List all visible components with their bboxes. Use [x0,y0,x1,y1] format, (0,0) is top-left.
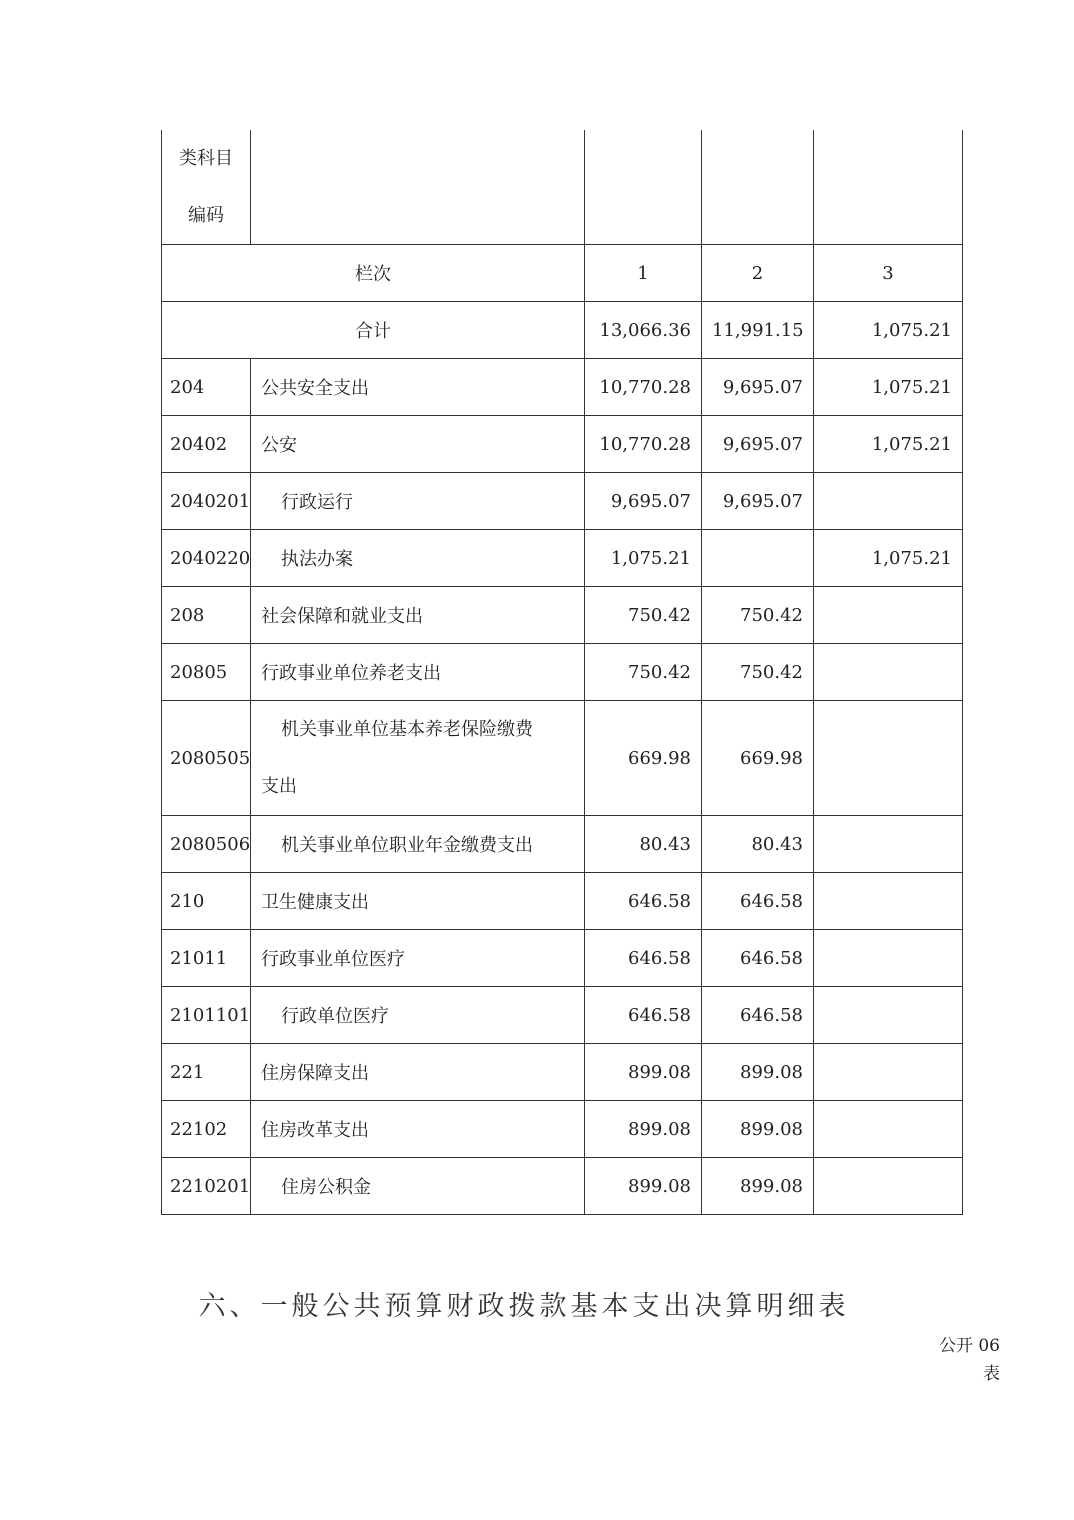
row-name: 行政事业单位养老支出 [251,644,585,701]
row-c3 [814,1044,963,1101]
row-c1: 899.08 [585,1044,702,1101]
table-row [162,473,963,530]
row-c2: 899.08 [702,1101,814,1158]
row-name: 卫生健康支出 [251,873,585,930]
row-c1: 669.98 [585,701,702,816]
column-index-2: 2 [702,245,814,302]
row-name: 社会保障和就业支出 [251,587,585,644]
table-row [162,816,963,873]
row-c1: 9,695.07 [585,473,702,530]
row-c2: 9,695.07 [702,359,814,416]
row-c2: 9,695.07 [702,473,814,530]
row-code: 20805 [162,644,251,701]
row-code: 20402 [162,416,251,473]
column-index-3: 3 [814,245,963,302]
row-c1: 646.58 [585,873,702,930]
row-name: 公共安全支出 [251,359,585,416]
total-c3: 1,075.21 [814,302,963,359]
row-name: 行政单位医疗 [251,987,585,1044]
row-c3 [814,1158,963,1215]
row-c3 [814,701,963,816]
row-c1: 899.08 [585,1101,702,1158]
table-tag-line1: 公开 06 [938,1336,1000,1356]
table-row [162,1158,963,1215]
row-code: 2101101 [162,987,251,1044]
row-c1: 899.08 [585,1158,702,1215]
column-index-1: 1 [585,245,702,302]
row-code: 210 [162,873,251,930]
row-c2: 646.58 [702,987,814,1044]
header-cell-name [251,130,585,245]
row-code: 208 [162,587,251,644]
row-code: 2080505 [162,701,251,816]
category-code-header [162,130,251,245]
row-c2: 646.58 [702,873,814,930]
row-c3 [814,930,963,987]
total-row [162,302,963,359]
row-name-line1: 机关事业单位基本养老保险缴费 [281,719,533,740]
row-name: 住房保障支出 [251,1044,585,1101]
table-row [162,587,963,644]
row-c2: 899.08 [702,1158,814,1215]
row-c2: 750.42 [702,644,814,701]
table-row [162,644,963,701]
row-c2: 80.43 [702,816,814,873]
row-c3 [814,816,963,873]
row-code: 221 [162,1044,251,1101]
row-name-line2: 支出 [261,776,297,797]
row-name: 住房改革支出 [251,1101,585,1158]
row-c2: 750.42 [702,587,814,644]
row-c1: 10,770.28 [585,416,702,473]
row-c1: 750.42 [585,644,702,701]
row-c1: 10,770.28 [585,359,702,416]
header-cell-3 [814,130,963,245]
header-cell-1 [585,130,702,245]
total-label: 合计 [162,302,585,359]
row-name: 行政运行 [251,473,585,530]
table-row [162,701,963,816]
row-c3 [814,873,963,930]
row-c2: 899.08 [702,1044,814,1101]
row-name: 执法办案 [251,530,585,587]
row-code: 2040220 [162,530,251,587]
row-code: 2080506 [162,816,251,873]
table-row [162,530,963,587]
row-c3: 1,075.21 [814,359,963,416]
row-name: 公安 [251,416,585,473]
header-row [162,130,963,245]
row-c1: 1,075.21 [585,530,702,587]
row-name: 住房公积金 [251,1158,585,1215]
budget-table [161,130,963,1215]
row-c3 [814,1101,963,1158]
header-cell-2 [702,130,814,245]
table-row [162,416,963,473]
row-code: 21011 [162,930,251,987]
row-c2 [702,530,814,587]
row-c1: 80.43 [585,816,702,873]
column-index-label: 栏次 [162,245,585,302]
row-c3 [814,473,963,530]
row-c1: 646.58 [585,987,702,1044]
table-tag [930,1332,1000,1388]
row-c1: 646.58 [585,930,702,987]
row-name: 机关事业单位职业年金缴费支出 [251,816,585,873]
total-c1: 13,066.36 [585,302,702,359]
table-row [162,873,963,930]
category-code-header-line1: 类科目 [179,148,233,169]
table-tag-line2: 表 [983,1364,1000,1384]
table-row [162,1044,963,1101]
category-code-header-line2: 编码 [188,205,224,226]
row-c3 [814,644,963,701]
row-c2: 9,695.07 [702,416,814,473]
table-row [162,359,963,416]
row-c2: 646.58 [702,930,814,987]
total-c2: 11,991.15 [702,302,814,359]
row-code: 204 [162,359,251,416]
row-code: 2040201 [162,473,251,530]
row-name [251,701,585,816]
row-name: 行政事业单位医疗 [251,930,585,987]
table-row [162,930,963,987]
table-row [162,1101,963,1158]
row-code: 2210201 [162,1158,251,1215]
row-c2: 669.98 [702,701,814,816]
row-c3: 1,075.21 [814,416,963,473]
row-c3: 1,075.21 [814,530,963,587]
row-c3 [814,587,963,644]
table-row [162,987,963,1044]
row-c3 [814,987,963,1044]
row-c1: 750.42 [585,587,702,644]
column-index-row [162,245,963,302]
section-title: 六、一般公共预算财政拨款基本支出决算明细表 [198,1291,850,1322]
row-code: 22102 [162,1101,251,1158]
